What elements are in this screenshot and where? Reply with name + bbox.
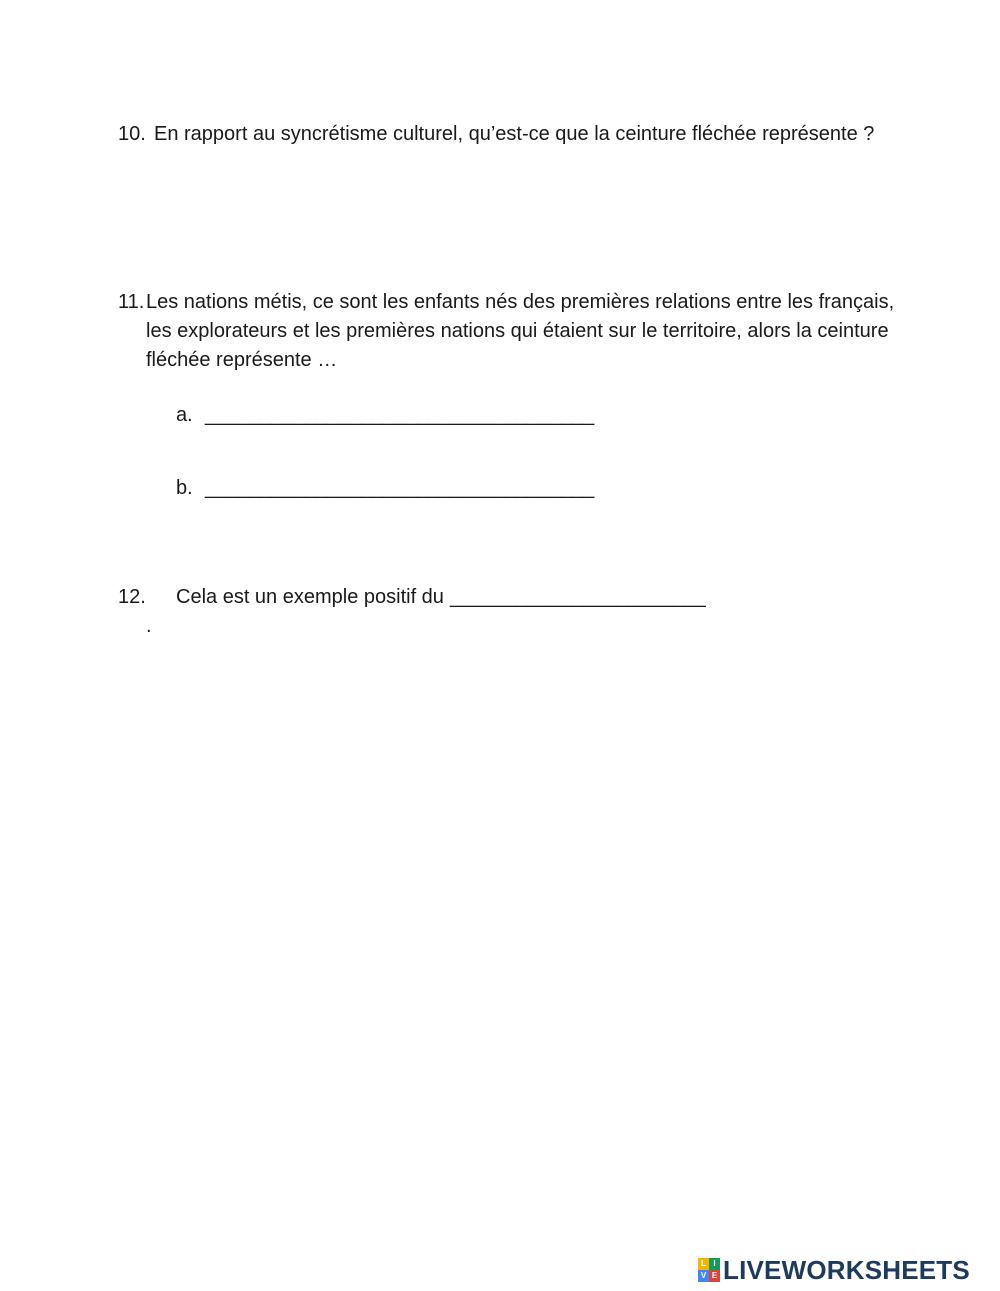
- logo-icon-letter: V: [698, 1270, 709, 1282]
- logo-icon-letter: E: [709, 1270, 720, 1282]
- question-text: Les nations métis, ce sont les enfants nés des premières relations entre les français, les explorateurs et les premières nations qui étaient sur le territoire, alors la ceinture fléchée représente …: [146, 291, 895, 371]
- question-text-line: [176, 583, 706, 612]
- trailing-period: .: [146, 615, 152, 637]
- logo-icon-letter: I: [709, 1258, 720, 1270]
- logo-icon-letter: L: [698, 1258, 709, 1270]
- answer-blank[interactable]: ___________________________________: [205, 404, 595, 426]
- question-number: 11.: [118, 291, 145, 313]
- logo-icon: [698, 1258, 720, 1282]
- option-label: a.: [176, 404, 193, 426]
- question-number: 10.: [118, 123, 146, 145]
- liveworksheets-logo: [698, 1256, 970, 1284]
- question-text: Cela est un exemple positif du: [176, 586, 444, 608]
- question-number: 12.: [118, 586, 146, 608]
- answer-blank[interactable]: _______________________: [449, 586, 706, 608]
- answer-blank[interactable]: ___________________________________: [205, 477, 595, 499]
- option-label: b.: [176, 477, 193, 499]
- question-10: [118, 120, 878, 149]
- question-11: [118, 288, 898, 375]
- logo-text: LIVEWORKSHEETS: [723, 1254, 970, 1285]
- question-text: En rapport au syncrétisme culturel, qu’est-ce que la ceinture fléchée représente ?: [154, 123, 875, 145]
